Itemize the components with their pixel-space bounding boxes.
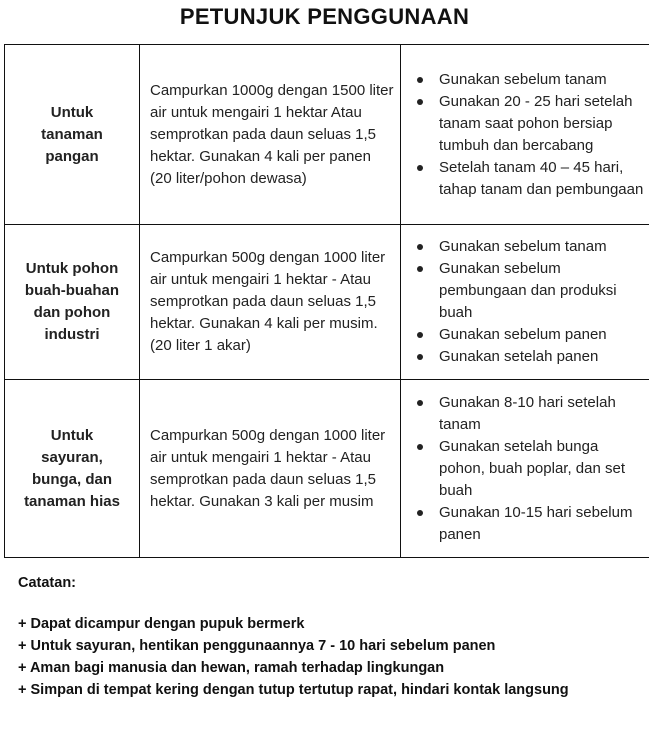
list-item: Setelah tanam 40 – 45 hari, tahap tanam dan pembungaan (439, 157, 647, 201)
list-item: Gunakan setelah panen (439, 346, 647, 368)
usage-list (409, 69, 647, 201)
table-row (5, 225, 649, 380)
list-item: Gunakan setelah bunga pohon, buah poplar, dan set buah (439, 436, 647, 502)
category-label: Untuk tanaman pangan (41, 103, 103, 165)
category-cell (5, 380, 140, 558)
usage-table (4, 44, 649, 558)
dosage-cell: Campurkan 1000g dengan 1500 liter air untuk mengairi 1 hektar Atau semprotkan pada daun seluas 1,5 hektar. Gunakan 4 kali per panen (20 liter/pohon dewasa) (140, 45, 401, 225)
category-label: Untuk pohon buah-buahan dan pohon industri (24, 260, 120, 343)
usage-cell (401, 225, 649, 380)
usage-list (409, 392, 647, 546)
table-row (5, 45, 649, 225)
list-item: Gunakan sebelum tanam (439, 69, 647, 91)
category-cell (5, 225, 140, 380)
note-item: + Simpan di tempat kering dengan tutup tertutup rapat, hindari kontak langsung (18, 682, 569, 698)
list-item: Gunakan sebelum pembungaan dan produksi buah (439, 258, 647, 324)
notes-section (18, 573, 648, 701)
usage-cell (401, 380, 649, 558)
notes-heading: Catatan: (18, 575, 77, 591)
usage-cell (401, 45, 649, 225)
table-row (5, 380, 649, 558)
list-item: Gunakan 20 - 25 hari setelah tanam saat pohon bersiap tumbuh dan bercabang (439, 91, 647, 157)
category-cell (5, 45, 140, 225)
note-item: + Dapat dicampur dengan pupuk bermerk (18, 616, 305, 632)
list-item: Gunakan sebelum tanam (439, 236, 647, 258)
usage-list (409, 236, 647, 368)
list-item: Gunakan 8-10 hari setelah tanam (439, 392, 647, 436)
page-title: PETUNJUK PENGGUNAAN (179, 4, 470, 29)
dosage-cell: Campurkan 500g dengan 1000 liter air untuk mengairi 1 hektar - Atau semprotkan pada daun seluas 1,5 hektar. Gunakan 4 kali per musim. (20 liter 1 akar) (140, 225, 401, 380)
dosage-cell: Campurkan 500g dengan 1000 liter air untuk mengairi 1 hektar - Atau semprotkan pada daun seluas 1,5 hektar. Gunakan 3 kali per musim (140, 380, 401, 558)
category-label: Untuk sayuran, bunga, dan tanaman hias (24, 426, 120, 510)
note-item: + Untuk sayuran, hentikan penggunaannya 7 - 10 hari sebelum panen (18, 638, 496, 654)
list-item: Gunakan sebelum panen (439, 324, 647, 346)
note-item: + Aman bagi manusia dan hewan, ramah terhadap lingkungan (18, 660, 445, 676)
list-item: Gunakan 10-15 hari sebelum panen (439, 502, 647, 546)
